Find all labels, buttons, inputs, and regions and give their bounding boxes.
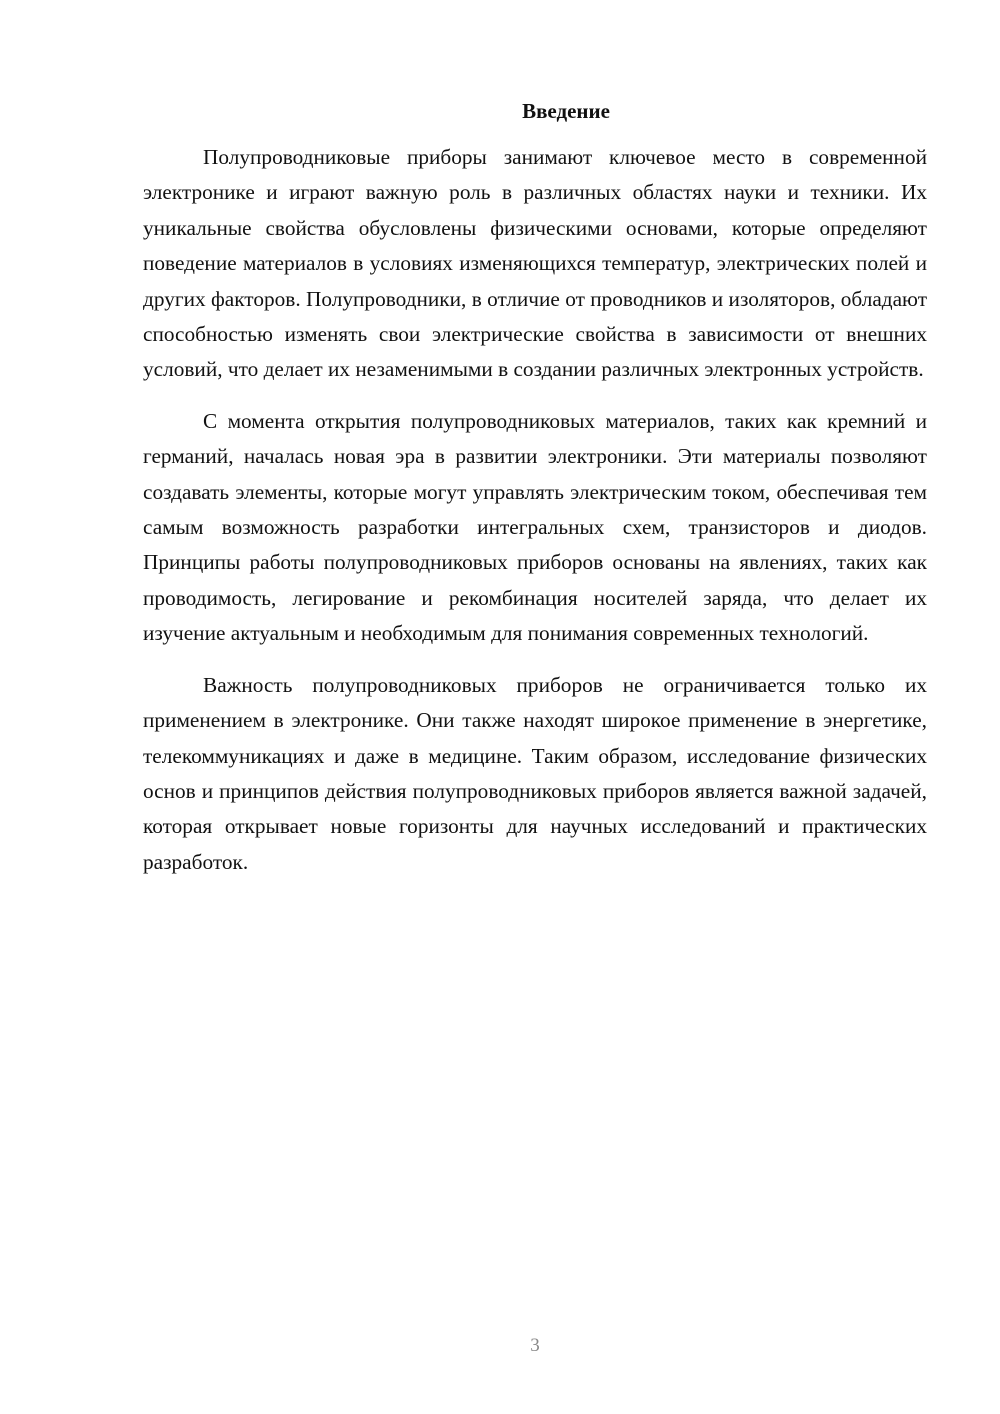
paragraph-3: Важность полупроводниковых приборов не ограничивается только их применением в электронике. Они также находят широкое применение в энергетике, телекоммуникациях и даже в медицине. Таким образом, исследование физических основ и принципов действия полупроводниковых приборов является важной задачей, которая открывает новые горизонты для научных исследований и практических разработок. [143,672,927,874]
page-number: 3 [530,1335,540,1356]
paragraph-2: С момента открытия полупроводниковых материалов, таких как кремний и германий, началась новая эра в развитии электроники. Эти материалы позволяют создавать элементы, которые могут управлять электрическим током, обеспечивая тем самым возможность разработки интегральных схем, транзисторов и диодов. Принципы работы полупроводниковых приборов основаны на явлениях, таких как проводимость, легирование и рекомбинация носителей заряда, что делает их изучение актуальным и необходимым для понимания современных технологий. [143,408,927,646]
page-content [143,96,927,896]
paragraph-1: Полупроводниковые приборы занимают ключевое место в современной электронике и играют важную роль в различных областях науки и техники. Их уникальные свойства обусловлены физическими основами, которые определяют поведение материалов в условиях изменяющихся температур, электрических полей и других факторов. Полупроводники, в отличие от проводников и изоляторов, обладают способностью изменять свои электрические свойства в зависимости от внешних условий, что делает их незаменимыми в создании различных электронных устройств. [143,145,927,382]
section-heading: Введение [522,99,610,123]
